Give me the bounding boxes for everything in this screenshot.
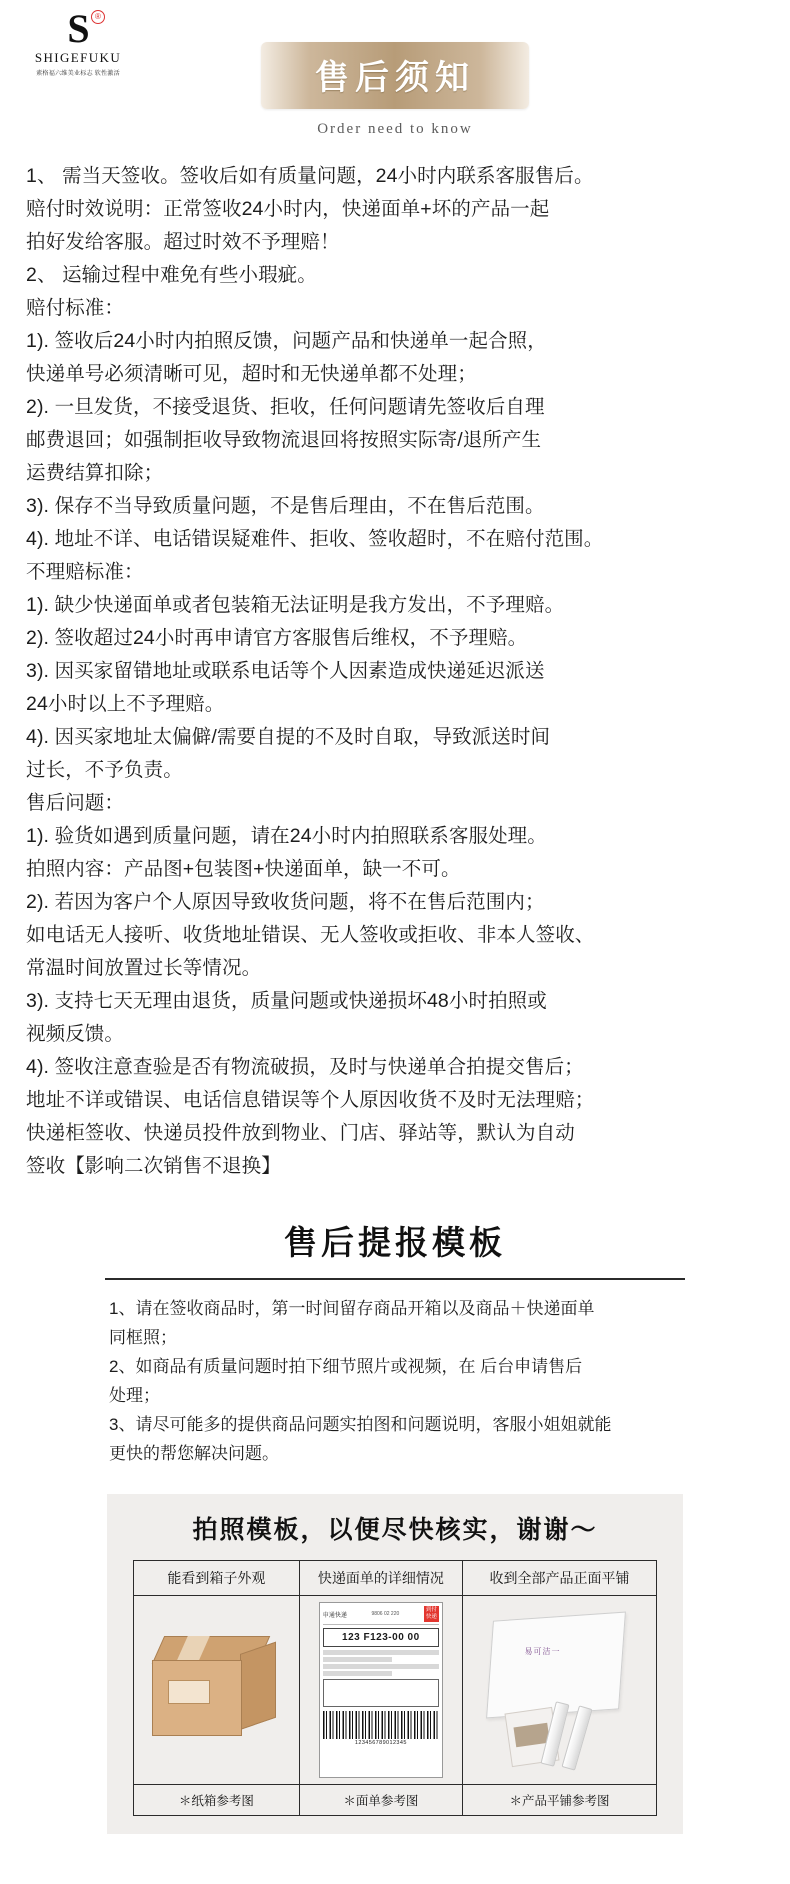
brand-logo: [18, 8, 138, 77]
waybill-image-cell: [299, 1596, 462, 1785]
template-line: 处理；: [109, 1386, 160, 1405]
flatlay-image-cell: [462, 1596, 656, 1785]
notice-line: 2). 签收超过24小时再申请官方客服售后维权，不予理赔。: [26, 627, 528, 649]
report-template-section: [0, 1217, 790, 1468]
notice-line: 签收【影响二次销售不退换】: [26, 1155, 281, 1177]
logo-mark: [55, 8, 101, 52]
notice-line: 2). 若因为客户个人原因导致收货问题，将不在售后范围内；: [26, 891, 545, 913]
notice-line: 1). 签收后24小时内拍照反馈，问题产品和快递单一起合照，: [26, 330, 547, 352]
template-line: 2、如商品有质量问题时拍下细节照片或视频，在 后台申请售后: [109, 1357, 583, 1376]
brand-name: SHIGEFUKU: [34, 50, 122, 65]
photo-template-box: [107, 1494, 683, 1834]
waybill-caption: ＊面单参考图: [299, 1785, 462, 1816]
notice-line: 2). 一旦发货，不接受退货、拒收，任何问题请先签收后自理: [26, 396, 545, 418]
template-line: 同框照；: [109, 1328, 177, 1347]
waybill-address-lines: [323, 1650, 439, 1676]
page-title: 售后须知: [315, 60, 475, 97]
notice-line: 快递柜签收、快递员投件放到物业、门店、驿站等，默认为自动: [26, 1122, 575, 1144]
notice-line: 售后问题：: [26, 792, 125, 814]
product-flatlay-icon: [484, 1606, 634, 1774]
notice-line: 邮费退回；如强制拒收导致物流退回将按照实际寄/退所产生: [26, 429, 542, 451]
table-image-row: [134, 1596, 657, 1785]
notice-line: 视频反馈。: [26, 1023, 125, 1045]
waybill-brand: 申通快递: [322, 1612, 347, 1619]
notice-line: 2、 运输过程中难免有些小瑕疵。: [26, 264, 317, 286]
waybill-barcode-icon: [323, 1711, 439, 1739]
notice-line: 3). 保存不当导致质量问题，不是售后理由，不在售后范围。: [26, 495, 545, 517]
notice-line: 3). 支持七天无理由退货，质量问题或快递损坏48小时拍照或: [26, 990, 547, 1012]
carton-image-cell: [134, 1596, 300, 1785]
template-line: 更快的帮您解决问题。: [109, 1444, 279, 1463]
photo-template-title: 拍照模板，以便尽快核实，谢谢～: [192, 1517, 598, 1544]
column-header-waybill: 快递面单的详细情况: [299, 1561, 462, 1596]
template-line: 1、请在签收商品时，第一时间留存商品开箱以及商品＋快递面单: [109, 1299, 595, 1318]
waybill-number: 9806 02 220: [371, 1611, 400, 1617]
logo-letter: S: [67, 6, 89, 51]
notice-line: 不理赔标准：: [26, 561, 144, 583]
notice-line: 过长，不予负责。: [26, 759, 183, 781]
waybill-badge-line1: 到付: [425, 1607, 437, 1613]
report-template-title: 售后提报模板: [284, 1226, 506, 1262]
notice-line: 1). 缺少快递面单或者包装箱无法证明是我方发出，不予理赔。: [26, 594, 565, 616]
waybill-badge-line2: 快递: [425, 1614, 437, 1620]
carton-box-icon: [152, 1636, 280, 1744]
photo-template-table: [133, 1560, 657, 1816]
notice-line: 常温时间放置过长等情况。: [26, 957, 262, 979]
notice-line: 如电话无人接听、收货地址错误、无人签收或拒收、非本人签收、: [26, 924, 595, 946]
waybill-big-code: 123 F123-00 00: [323, 1628, 439, 1647]
notice-line: 1). 验货如遇到质量问题，请在24小时内拍照联系客服处理。: [26, 825, 547, 847]
carton-caption: ＊纸箱参考图: [134, 1785, 300, 1816]
waybill-barcode-text: 123456789012345: [354, 1740, 407, 1746]
page-subtitle: Order need to know: [317, 121, 473, 137]
notice-line: 快递单号必须清晰可见，超时和无快递单都不处理；: [26, 363, 477, 385]
notice-line: 4). 签收注意查验是否有物流破损，及时与快递单合拍提交售后；: [26, 1056, 584, 1078]
waybill-badge: [424, 1606, 439, 1622]
table-header-row: [134, 1561, 657, 1596]
registered-trademark-icon: ®: [91, 10, 105, 24]
table-caption-row: [134, 1785, 657, 1816]
notice-line: 赔付时效说明：正常签收24小时内，快递面单+坏的产品一起: [26, 198, 550, 220]
template-line: 3、请尽可能多的提供商品问题实拍图和问题说明，客服小姐姐就能: [109, 1415, 612, 1434]
notice-line: 4). 因买家地址太偏僻/需要自提的不及时自取，导致派送时间: [26, 726, 551, 748]
notice-line: 3). 因买家留错地址或联系电话等个人因素造成快递延迟派送: [26, 660, 545, 682]
notice-line: 24小时以上不予理赔。: [26, 693, 225, 715]
notice-line: 4). 地址不详、电话错误疑难件、拒收、签收超时，不在赔付范围。: [26, 528, 604, 550]
notice-line: 拍照内容：产品图+包装图+快递面单，缺一不可。: [26, 858, 461, 880]
notice-line: 1、 需当天签收。签收后如有质量问题，24小时内联系客服售后。: [26, 165, 594, 187]
waybill-remark-box: [323, 1679, 439, 1707]
notice-line: 地址不详或错误、电话信息错误等个人原因收货不及时无法理赔；: [26, 1089, 595, 1111]
title-banner: [261, 42, 529, 109]
notice-line: 运费结算扣除；: [26, 462, 164, 484]
brand-tagline: 素格福六维美业标志 软性激活: [36, 70, 120, 77]
flatlay-caption: ＊产品平铺参考图: [462, 1785, 656, 1816]
notice-line: 拍好发给客服。超过时效不予理赔！: [26, 231, 340, 253]
report-template-list: [109, 1294, 681, 1468]
column-header-flatlay: 收到全部产品正面平铺: [462, 1561, 656, 1596]
notice-line: 赔付标准：: [26, 297, 125, 319]
column-header-carton: 能看到箱子外观: [134, 1561, 300, 1596]
flatlay-bag-logo: 易可洁一: [524, 1647, 561, 1656]
waybill-icon: [319, 1602, 443, 1778]
divider: [105, 1278, 685, 1280]
notice-body: [0, 138, 790, 1183]
